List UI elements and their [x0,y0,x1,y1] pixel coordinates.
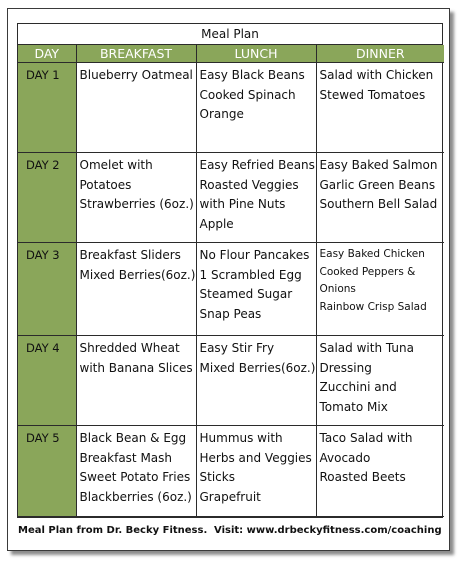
header-lunch: LUNCH [196,45,316,63]
dinner-item: Roasted Beets [319,470,406,484]
breakfast-item: Mixed Berries(6oz.) [79,267,196,282]
breakfast-item: Potatoes [79,177,132,192]
table-row [18,243,444,336]
header-row [18,45,444,63]
dinner-item: Garlic Green Beans [319,177,436,192]
footer [8,521,449,547]
breakfast-cell [76,426,196,517]
dinner-item: Taco Salad with [319,431,413,445]
dinner-item: Dressing [319,360,372,375]
dinner-cell [316,63,444,153]
dinner-cell [316,336,444,426]
header-day: DAY [18,45,76,63]
lunch-item: Cooked Spinach [199,87,296,102]
table-row [18,63,444,153]
dinner-item: Southern Bell Salad [319,197,438,211]
breakfast-item: Strawberries (6oz.) [79,197,194,211]
meal-plan-table [18,45,444,517]
lunch-item: Apple [199,216,234,231]
breakfast-item: Breakfast Mash [79,450,173,465]
lunch-item: Hummus with [199,431,283,445]
dinner-cell [316,426,444,517]
table-row [18,153,444,243]
day-label: DAY 2 [18,153,76,243]
dinner-item: Avocado [319,450,371,465]
lunch-item: Grapefruit [199,489,261,504]
breakfast-item: Sweet Potato Fries [79,470,191,484]
dinner-item: Salad with Tuna [319,341,414,355]
meal-plan-table-frame [17,23,443,518]
lunch-item: Orange [199,107,244,121]
dinner-item: Tomato Mix [319,399,388,414]
dinner-item: Salad with Chicken [319,68,434,82]
lunch-cell [196,426,316,517]
breakfast-cell [76,336,196,426]
lunch-item: Mixed Berries(6oz.) [199,360,316,375]
dinner-item: Zucchini and [319,380,397,394]
day-label: DAY 5 [18,426,76,517]
lunch-cell [196,336,316,426]
day-label: DAY 3 [18,243,76,336]
breakfast-item: Blackberries (6oz.) [79,489,192,504]
dinner-item: Cooked Peppers & [319,265,416,278]
breakfast-item: Breakfast Sliders [79,248,181,262]
footer-link: Visit: www.drbeckyfitness.com/coaching [214,525,442,536]
table-row [18,426,444,517]
breakfast-cell [76,153,196,243]
breakfast-item: with Banana Slices [79,360,193,375]
dinner-item: Stewed Tomatoes [319,87,426,102]
breakfast-item: Shredded Wheat [79,341,180,355]
lunch-item: Easy Black Beans [199,68,305,82]
lunch-item: Easy Refried Beans [199,158,315,172]
lunch-item: Steamed Sugar [199,287,293,301]
breakfast-item: Black Bean & Egg [79,431,187,445]
lunch-item: Snap Peas [199,306,262,321]
breakfast-cell [76,243,196,336]
dinner-item: Rainbow Crisp Salad [319,300,427,313]
dinner-item: Easy Baked Salmon [319,158,438,172]
header-dinner: DINNER [316,45,444,63]
dinner-cell [316,153,444,243]
page-title: Meal Plan [18,24,442,45]
breakfast-item: Blueberry Oatmeal [79,68,193,82]
lunch-item: Sticks [199,470,235,484]
footer-credit: Meal Plan from Dr. Becky Fitness. [18,525,208,536]
table-row [18,336,444,426]
lunch-item: 1 Scrambled Egg [199,267,302,282]
dinner-item: Easy Baked Chicken [319,248,425,260]
lunch-item: Easy Stir Fry [199,341,275,355]
header-breakfast: BREAKFAST [76,45,196,63]
lunch-item: with Pine Nuts [199,197,286,211]
lunch-item: Roasted Veggies [199,177,299,192]
lunch-cell [196,63,316,153]
lunch-item: Herbs and Veggies [199,450,312,465]
dinner-cell [316,243,444,336]
day-label: DAY 1 [18,63,76,153]
lunch-cell [196,243,316,336]
dinner-item: Onions [319,283,356,295]
lunch-item: No Flour Pancakes [199,248,310,262]
day-label: DAY 4 [18,336,76,426]
breakfast-cell [76,63,196,153]
breakfast-item: Omelet with [79,158,153,172]
lunch-cell [196,153,316,243]
meal-plan-card [7,8,450,551]
